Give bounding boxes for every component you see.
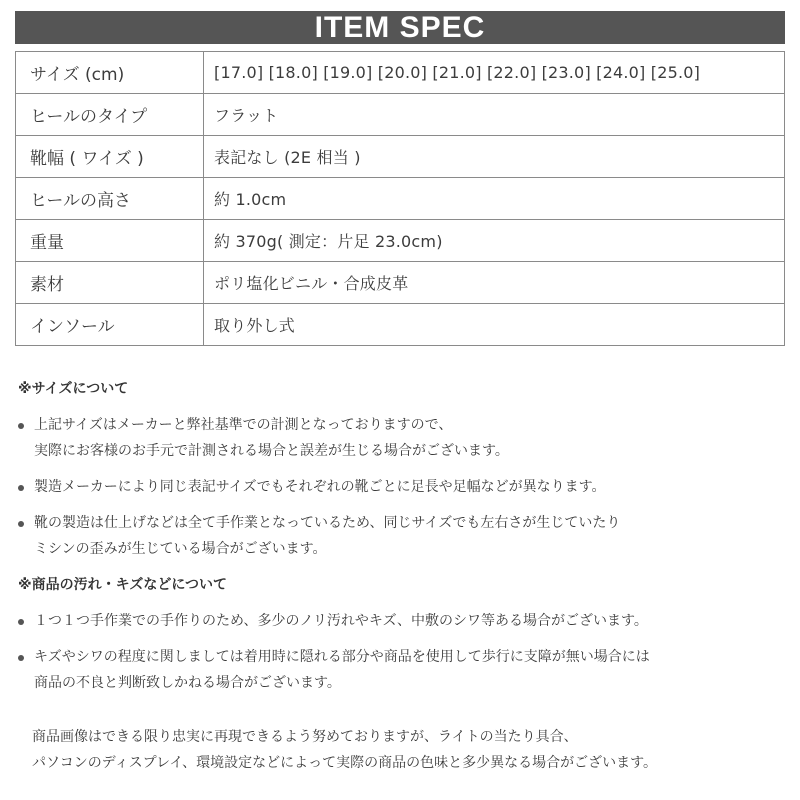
- note-line: ミシンの歪みが生じている場合がございます。: [34, 541, 327, 557]
- bullet-icon: [18, 485, 24, 491]
- spec-value: 約 1.0cm: [204, 178, 785, 220]
- spec-value: フラット: [204, 94, 785, 136]
- closing-note: [18, 724, 788, 776]
- bullet-icon: [18, 521, 24, 527]
- size-note-item: [18, 510, 788, 562]
- spec-title: ITEM SPEC: [15, 11, 785, 44]
- note-line: 実際にお客様のお手元で計測される場合と誤差が生じる場合がございます。: [34, 443, 509, 459]
- spec-row-heel-type: [16, 94, 785, 136]
- notes-section: [18, 376, 788, 776]
- bullet-icon: [18, 423, 24, 429]
- spec-row-weight: [16, 220, 785, 262]
- spec-row-insole: [16, 304, 785, 346]
- spec-label: 靴幅 ( ワイズ ): [16, 136, 204, 178]
- spec-row-width: [16, 136, 785, 178]
- size-note-item: [18, 412, 788, 464]
- bullet-icon: [18, 655, 24, 661]
- size-note-item: [18, 474, 788, 500]
- damage-note-item: [18, 644, 788, 696]
- spec-value: 取り外し式: [204, 304, 785, 346]
- bullet-icon: [18, 619, 24, 625]
- note-line: 製造メーカーにより同じ表記サイズでもそれぞれの靴ごとに足長や足幅などが異なります。: [34, 479, 606, 495]
- spec-row-size: [16, 52, 785, 94]
- spec-table: [15, 51, 785, 346]
- spec-value: ポリ塩化ビニル・合成皮革: [204, 262, 785, 304]
- spec-value: 表記なし (2E 相当 ): [204, 136, 785, 178]
- spec-label: 素材: [16, 262, 204, 304]
- closing-line: パソコンのディスプレイ、環境設定などによって実際の商品の色味と多少異なる場合がございます。: [32, 755, 657, 771]
- damage-notes-heading: ※商品の汚れ・キズなどについて: [18, 577, 228, 593]
- spec-label: ヒールのタイプ: [16, 94, 204, 136]
- note-line: 上記サイズはメーカーと弊社基準での計測となっておりますので、: [34, 417, 453, 433]
- spec-label: インソール: [16, 304, 204, 346]
- note-line: 靴の製造は仕上げなどは全て手作業となっているため、同じサイズでも左右さが生じていたり: [34, 515, 621, 531]
- note-line: 商品の不良と判断致しかねる場合がございます。: [34, 675, 341, 691]
- spec-label: サイズ (cm): [16, 52, 204, 94]
- damage-note-item: [18, 608, 788, 634]
- spec-label: 重量: [16, 220, 204, 262]
- spec-row-material: [16, 262, 785, 304]
- closing-line: 商品画像はできる限り忠実に再現できるよう努めておりますが、ライトの当たり具合、: [32, 729, 578, 745]
- spec-value: 約 370g( 測定：片足 23.0cm): [204, 220, 785, 262]
- note-line: キズやシワの程度に関しましては着用時に隠れる部分や商品を使用して歩行に支障が無い場合には: [34, 649, 650, 665]
- spec-label: ヒールの高さ: [16, 178, 204, 220]
- size-notes-heading: ※サイズについて: [18, 381, 129, 397]
- spec-row-heel-height: [16, 178, 785, 220]
- spec-value: [17.0] [18.0] [19.0] [20.0] [21.0] [22.0] [23.0] [24.0] [25.0]: [204, 52, 785, 94]
- note-line: １つ１つ手作業での手作りのため、多少のノリ汚れやキズ、中敷のシワ等ある場合がございます。: [34, 613, 648, 629]
